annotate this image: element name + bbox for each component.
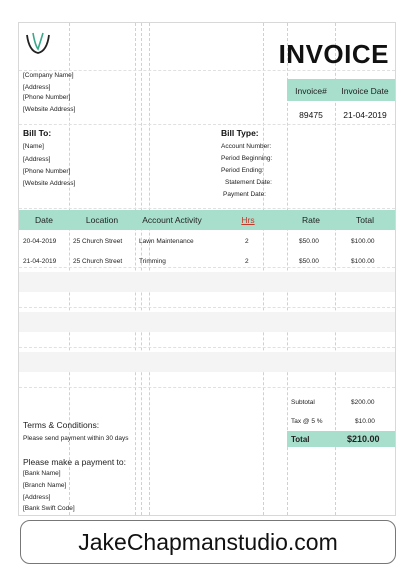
row-total: $100.00 <box>351 258 375 265</box>
row-rate: $50.00 <box>299 258 319 265</box>
bill-to-name: [Name] <box>23 143 44 150</box>
empty-row <box>19 312 395 332</box>
row-activity: Lawn Maintenance <box>139 238 194 245</box>
account-number-label: Account Number: <box>221 143 272 150</box>
watermark-banner: JakeChapmanstudio.com <box>20 520 396 564</box>
bill-to-website: [Website Address] <box>23 180 76 187</box>
terms-text: Please send payment within 30 days <box>23 435 129 442</box>
bill-type-heading: Bill Type: <box>221 128 259 138</box>
invoice-date-label: Invoice Date <box>341 86 389 96</box>
row-activity: Trimming <box>139 258 166 265</box>
branch-name: [Branch Name] <box>23 482 67 489</box>
subtotal-value: $200.00 <box>351 399 375 406</box>
invoice-sheet <box>18 22 396 516</box>
bill-to-heading: Bill To: <box>23 128 52 138</box>
subtotal-label: Subtotal <box>291 399 315 406</box>
invoice-number: 89475 <box>299 110 323 120</box>
invoice-number-label: Invoice# <box>295 86 327 96</box>
row-rate: $50.00 <box>299 238 319 245</box>
col-location: Location <box>85 215 119 225</box>
table-row <box>19 252 395 272</box>
payment-date-label: Payment Date: <box>223 191 266 198</box>
company-phone: [Phone Number] <box>23 94 71 101</box>
bank-address: [Address] <box>23 494 51 501</box>
bill-to-address: [Address] <box>23 156 51 163</box>
total-label: Total <box>291 435 310 444</box>
col-total: Total <box>356 215 374 225</box>
bank-name: [Bank Name] <box>23 470 61 477</box>
invoice-title: INVOICE <box>278 39 389 69</box>
invoice-date: 21-04-2019 <box>343 110 387 120</box>
col-date: Date <box>35 215 53 225</box>
bank-swift: [Bank Swift Code] <box>23 505 75 512</box>
payment-heading: Please make a payment to: <box>23 457 127 467</box>
statement-date-label: Statement Date: <box>225 179 272 186</box>
terms-heading: Terms & Conditions: <box>23 420 100 430</box>
company-name: [Company Name] <box>23 72 74 79</box>
row-hrs: 2 <box>245 238 249 245</box>
row-total: $100.00 <box>351 238 375 245</box>
period-beginning-label: Period Beginning: <box>221 155 273 162</box>
row-date: 21-04-2019 <box>23 258 57 265</box>
col-activity: Account Activity <box>142 215 202 225</box>
row-hrs: 2 <box>245 258 249 265</box>
row-location: 25 Church Street <box>73 238 123 245</box>
period-ending-label: Period Ending: <box>221 167 264 174</box>
table-row <box>19 232 395 252</box>
company-logo <box>23 29 53 59</box>
col-hrs: Hrs <box>241 215 255 225</box>
empty-row <box>19 352 395 372</box>
row-date: 20-04-2019 <box>23 238 57 245</box>
bill-to-phone: [Phone Number] <box>23 168 71 175</box>
tax-value: $10.00 <box>355 418 375 425</box>
company-website: [Website Address] <box>23 106 76 113</box>
tax-label: Tax @ 5 % <box>291 418 323 425</box>
col-rate: Rate <box>302 215 320 225</box>
row-location: 25 Church Street <box>73 258 123 265</box>
total-value: $210.00 <box>347 434 380 444</box>
empty-row <box>19 272 395 292</box>
company-address: [Address] <box>23 84 51 91</box>
